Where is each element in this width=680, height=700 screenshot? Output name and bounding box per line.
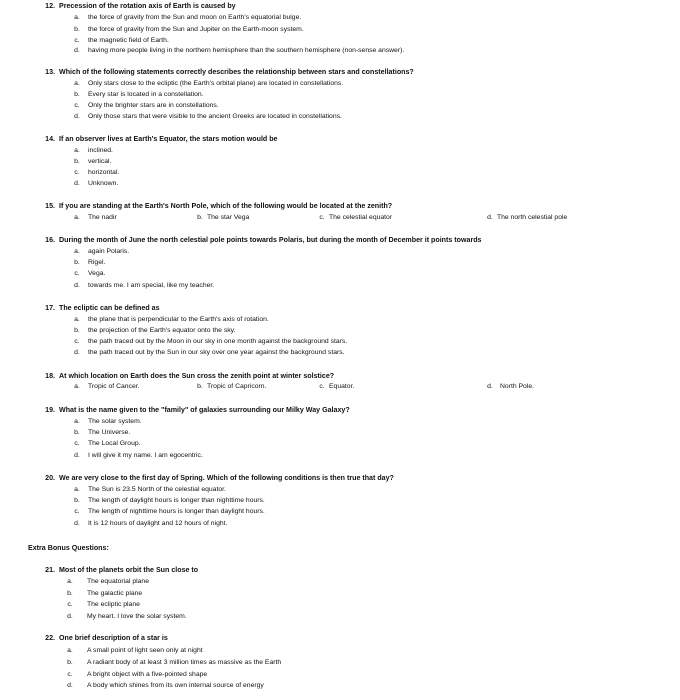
- option-label: b.: [197, 383, 203, 390]
- option-label: b.: [67, 590, 73, 597]
- option-text: The star Vega: [207, 214, 250, 221]
- option-text: It is 12 hours of daylight and 12 hours of night.: [88, 520, 228, 527]
- option-label: a.: [74, 486, 80, 493]
- option-text: Only those stars that were visible to the ancient Greeks are located in constellations.: [88, 113, 342, 120]
- option-label: a.: [67, 578, 73, 585]
- option-text: The nadir: [88, 214, 117, 221]
- option-text: The celestial equator: [329, 214, 393, 221]
- option-text: Equator.: [329, 383, 355, 390]
- option-text: North Pole.: [500, 383, 535, 390]
- option-label: c.: [74, 270, 80, 277]
- option-label: b.: [197, 214, 203, 221]
- option-label: d.: [74, 282, 80, 289]
- question-number: 20.: [45, 474, 55, 482]
- option-text: The Sun is 23.5 North of the celestial equator.: [88, 486, 226, 493]
- option-text: The length of daylight hours is longer than nighttime hours.: [88, 497, 265, 504]
- option-label: a.: [67, 647, 73, 654]
- option-text: Unknown.: [88, 180, 119, 187]
- option-label: c.: [74, 338, 80, 345]
- option-label: b.: [74, 91, 80, 98]
- option-label: a.: [74, 383, 80, 390]
- question-number: 16.: [45, 236, 55, 244]
- question-text: What is the name given to the "family" of galaxies surrounding our Milky Way Galaxy?: [59, 406, 350, 414]
- question-text: The ecliptic can be defined as: [59, 304, 160, 312]
- question-text: One brief description of a star is: [59, 634, 168, 642]
- option-text: again Polaris.: [88, 248, 130, 255]
- question-number: 14.: [45, 135, 55, 143]
- option-text: the force of gravity from the Sun and Jupiter on the Earth-moon system.: [88, 26, 304, 33]
- option-text: horizontal.: [88, 169, 120, 176]
- question-text: If an observer lives at Earth's Equator, the stars motion would be: [59, 135, 278, 143]
- option-text: inclined.: [88, 147, 113, 154]
- option-text: the magnetic field of Earth.: [88, 37, 169, 44]
- question-number: 17.: [45, 304, 55, 312]
- option-text: A body which shines from its own internal source of energy: [87, 682, 264, 689]
- option-label: c.: [67, 671, 73, 678]
- question-text: If you are standing at the Earth's North Pole, which of the following would be located at the zenith?: [59, 202, 393, 210]
- option-text: the force of gravity from the Sun and moon on Earth's equatorial bulge.: [88, 14, 302, 21]
- option-label: c.: [74, 37, 80, 44]
- extra-bonus-heading: Extra Bonus Questions:: [28, 544, 109, 552]
- option-label: b.: [74, 429, 80, 436]
- option-text: The Local Group.: [88, 440, 141, 447]
- option-text: the projection of the Earth's equator onto the sky.: [88, 327, 236, 334]
- option-label: c.: [74, 508, 80, 515]
- option-text: A bright object with a five-pointed shape: [87, 671, 208, 678]
- option-text: Only the brighter stars are in constellations.: [88, 102, 219, 109]
- option-text: Tropic of Capricorn.: [207, 383, 267, 390]
- option-text: Only stars close to the ecliptic (the Earth's orbital plane) are located in constellations.: [88, 80, 344, 87]
- option-text: A small point of light seen only at night: [87, 647, 203, 654]
- option-label: d.: [74, 180, 80, 187]
- option-label: a.: [74, 14, 80, 21]
- option-text: the path traced out by the Sun in our sky over one year against the background stars.: [88, 349, 345, 356]
- option-label: c.: [74, 102, 80, 109]
- question-number: 15.: [45, 202, 55, 210]
- option-label: b.: [74, 327, 80, 334]
- option-label: c.: [67, 601, 73, 608]
- option-label: d.: [74, 452, 80, 459]
- option-label: d.: [487, 383, 493, 390]
- option-label: d.: [67, 682, 73, 689]
- question-text: Most of the planets orbit the Sun close to: [59, 566, 199, 574]
- option-text: having more people living in the northern hemisphere than the southern hemisphere (non-sense answer).: [88, 47, 405, 54]
- option-text: The Universe.: [88, 429, 131, 436]
- option-label: d.: [487, 214, 493, 221]
- option-label: c.: [74, 169, 80, 176]
- option-text: The length of nighttime hours is longer than daylight hours.: [88, 508, 265, 515]
- question-number: 13.: [45, 68, 55, 76]
- option-text: towards me. I am special, like my teacher.: [88, 282, 215, 289]
- question-text: During the month of June the north celestial pole points towards Polaris, but during the month of December it points towards: [59, 236, 482, 244]
- option-label: d.: [74, 520, 80, 527]
- question-number: 21.: [45, 566, 55, 574]
- option-label: c.: [319, 214, 325, 221]
- question-number: 22.: [45, 634, 55, 642]
- option-label: d.: [74, 113, 80, 120]
- option-text: Tropic of Cancer.: [88, 383, 140, 390]
- option-text: Every star is located in a constellation.: [88, 91, 204, 98]
- option-label: a.: [74, 316, 80, 323]
- option-text: the plane that is perpendicular to the Earth's axis of rotation.: [88, 316, 269, 323]
- option-label: a.: [74, 80, 80, 87]
- option-label: a.: [74, 214, 80, 221]
- option-label: a.: [74, 418, 80, 425]
- option-text: vertical.: [88, 158, 112, 165]
- option-label: b.: [74, 158, 80, 165]
- option-label: b.: [67, 659, 73, 666]
- option-text: The north celestial pole: [497, 214, 568, 221]
- option-label: b.: [74, 259, 80, 266]
- option-label: b.: [74, 497, 80, 504]
- option-text: the path traced out by the Moon in our sky in one month against the background stars.: [88, 338, 348, 345]
- option-text: Rigel.: [88, 259, 106, 266]
- option-label: b.: [74, 26, 80, 33]
- option-label: d.: [74, 47, 80, 54]
- option-text: The ecliptic plane: [87, 601, 140, 608]
- option-label: a.: [74, 248, 80, 255]
- option-label: d.: [67, 613, 73, 620]
- option-text: My heart. I love the solar system.: [87, 613, 187, 620]
- option-text: Vega.: [88, 270, 106, 277]
- option-text: The solar system.: [88, 418, 142, 425]
- option-label: c.: [319, 383, 325, 390]
- option-text: The galactic plane: [87, 590, 143, 597]
- option-label: a.: [74, 147, 80, 154]
- option-label: d.: [74, 349, 80, 356]
- question-text: Which of the following statements correctly describes the relationship between stars and constellations?: [59, 68, 414, 76]
- question-number: 12.: [45, 2, 55, 10]
- question-number: 18.: [45, 372, 55, 380]
- question-number: 19.: [45, 406, 55, 414]
- option-text: A radiant body of at least 3 million times as massive as the Earth: [87, 659, 282, 666]
- option-text: The equatorial plane: [87, 578, 149, 585]
- question-text: We are very close to the first day of Spring. Which of the following conditions is then true that day?: [59, 474, 394, 482]
- question-text: Precession of the rotation axis of Earth is caused by: [59, 2, 236, 10]
- option-label: c.: [74, 440, 80, 447]
- question-text: At which location on Earth does the Sun cross the zenith point at winter solstice?: [59, 372, 335, 380]
- option-text: I will give it my name. I am egocentric.: [88, 452, 203, 459]
